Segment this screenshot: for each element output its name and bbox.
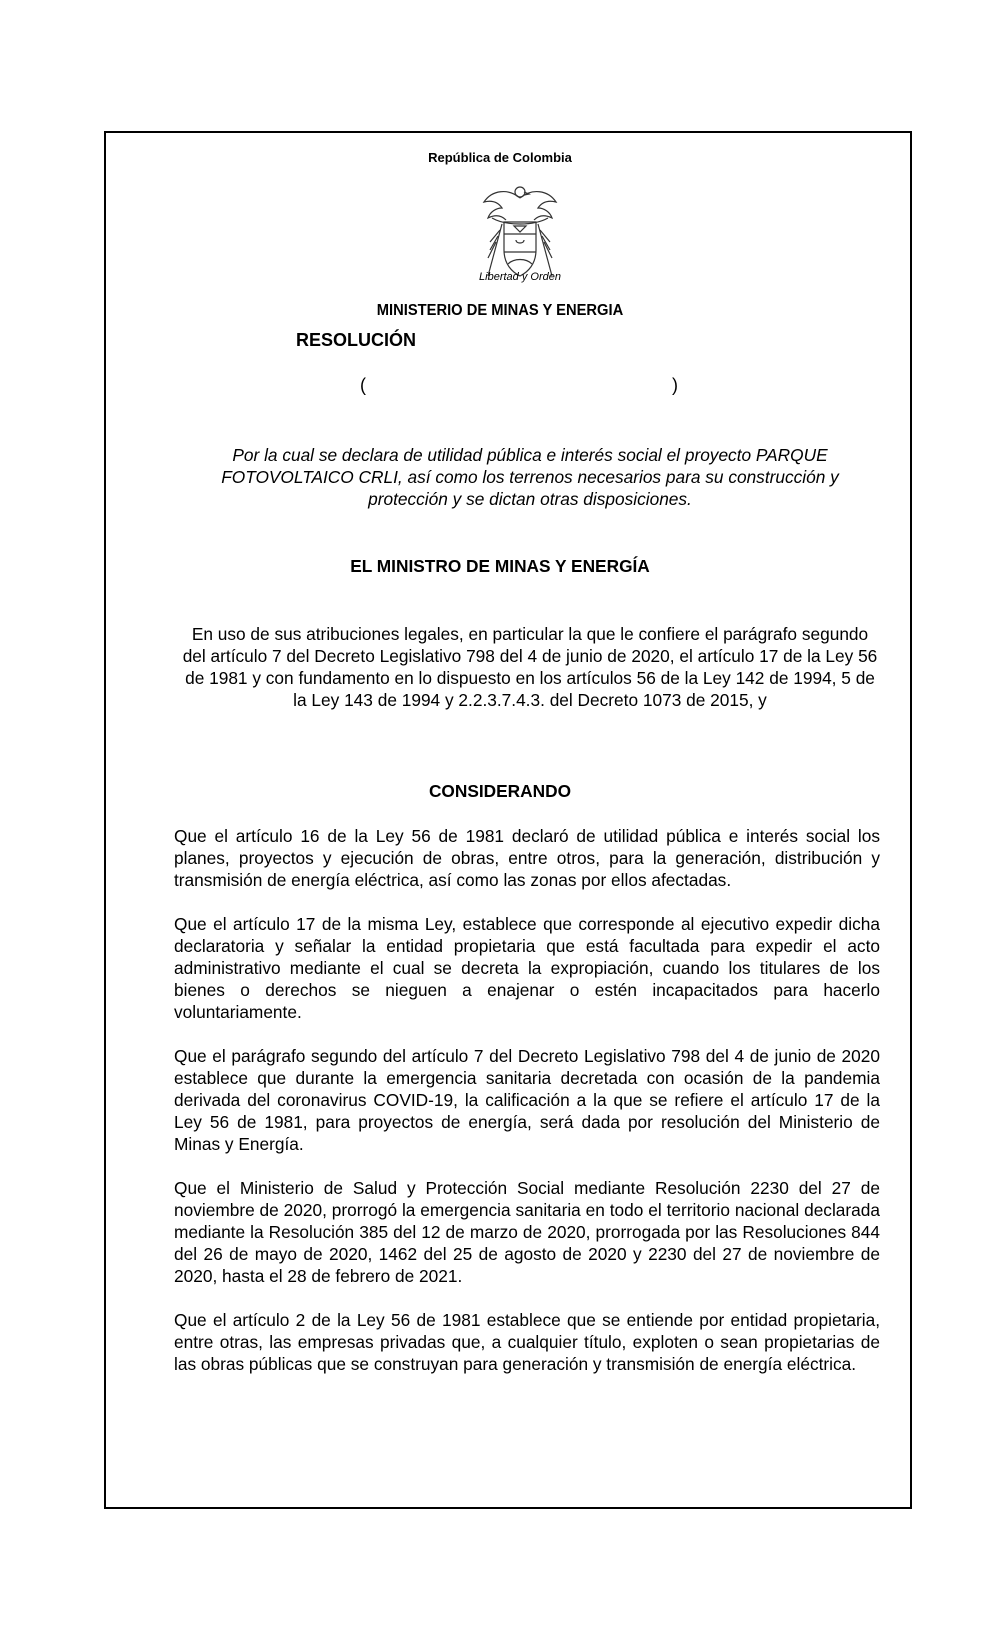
ministry-title: MINISTERIO DE MINAS Y ENERGIA	[376, 302, 624, 319]
considerations-body	[174, 825, 880, 1397]
preamble-text: En uso de sus atribuciones legales, en particular la que le confiere el parágrafo segundo del artículo 7 del Decreto Legislativo 798 del 4 de junio de 2020, el artículo 17 de la Ley 56 de 1981 y con fundamento en lo dispuesto en los artículos 56 de la Ley 142 de 1994, 5 de la Ley 143 de 1994 y 2.2.3.7.4.3. del Decreto 1073 de 2015, y	[182, 624, 878, 710]
national-motto: Libertad y Orden	[479, 271, 561, 283]
considerando-heading: CONSIDERANDO	[428, 781, 572, 801]
country-header: República de Colombia	[428, 150, 572, 165]
consideration-paragraph: Que el artículo 16 de la Ley 56 de 1981 declaró de utilidad pública e interés social los planes, proyectos y ejecución de obras, entre otros, para la generación, distribución y transmisión de energía eléctrica, así como las zonas por ellos afectadas.	[174, 826, 880, 890]
consideration-paragraph: Que el artículo 17 de la misma Ley, establece que corresponde al ejecutivo expedir dicha declaratoria y señalar la entidad propietaria que está facultada para expedir el acto administrativo mediante el cual se decreta la expropiación, cuando los titulares de los bienes o derechos se nieguen a enajenar o estén incapacitados para hacerlo voluntariamente.	[174, 914, 880, 1022]
resolution-label: RESOLUCIÓN	[296, 330, 417, 350]
resolution-number-open: (	[360, 375, 366, 395]
consideration-paragraph: Que el artículo 2 de la Ley 56 de 1981 establece que se entiende por entidad propietaria, entre otras, las empresas privadas que, a cualquier título, exploten o sean propietarias de las obras públicas que se construyan para generación y transmisión de energía eléctrica.	[174, 1310, 880, 1374]
consideration-paragraph: Que el Ministerio de Salud y Protección Social mediante Resolución 2230 del 27 de noviembre de 2020, prorrogó la emergencia sanitaria en todo el territorio nacional declarada mediante la Resolución 385 del 12 de marzo de 2020, prorrogada por las Resoluciones 844 del 26 de mayo de 2020, 1462 del 25 de agosto de 2020 y 2230 del 27 de noviembre de 2020, hasta el 28 de febrero de 2021.	[174, 1178, 880, 1286]
resolution-number-close: )	[672, 375, 678, 395]
consideration-paragraph: Que el parágrafo segundo del artículo 7 del Decreto Legislativo 798 del 4 de junio de 2020 establece que durante la emergencia sanitaria decretada con ocasión de la pandemia derivada del coronavirus COVID-19, la calificación a la que se refiere el artículo 17 de la Ley 56 de 1981, para proyectos de energía, será dada por resolución del Ministerio de Minas y Energía.	[174, 1046, 880, 1154]
minister-heading: EL MINISTRO DE MINAS Y ENERGÍA	[350, 556, 650, 576]
resolution-subject: Por la cual se declara de utilidad pública e interés social el proyecto PARQUE FOTOVOLTAICO CRLI, así como los terrenos necesarios para su construcción y protección y se dictan otras disposiciones.	[221, 445, 839, 509]
